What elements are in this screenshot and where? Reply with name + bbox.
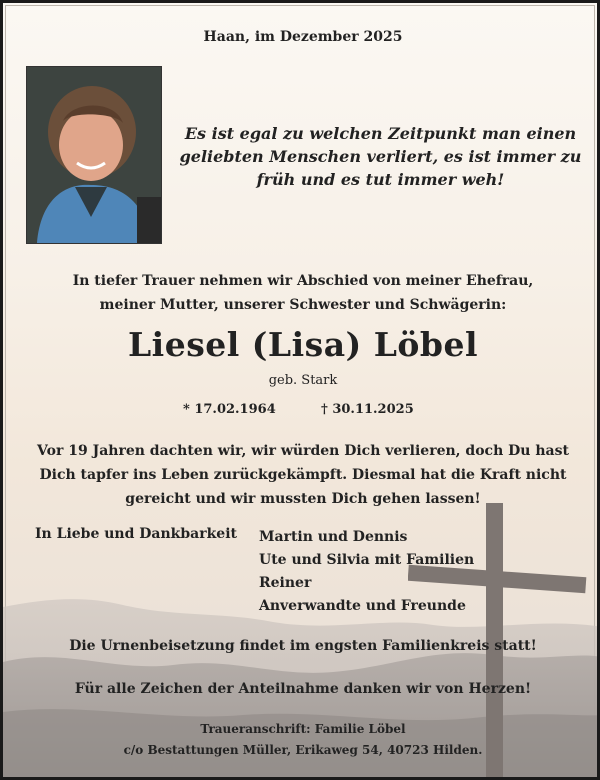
signature-label: In Liebe und Dankbarkeit — [35, 526, 237, 542]
address-line: c/o Bestattungen Müller, Erikaweg 54, 40723 Hilden. — [123, 743, 483, 757]
mourner: Anverwandte und Freunde — [259, 598, 466, 614]
quote-line: Es ist egal zu welchen Zeitpunkt man einen — [184, 124, 577, 143]
portrait-photo — [26, 66, 162, 244]
story-line: Dich tapfer ins Leben zurückgekämpft. Diesmal hat die Kraft nicht — [39, 467, 567, 483]
maiden-name: geb. Stark — [268, 373, 338, 388]
mourner: Ute und Silvia mit Familien — [259, 552, 475, 568]
intro-line: In tiefer Trauer nehmen wir Abschied von meiner Ehefrau, — [72, 273, 534, 289]
mourner: Martin und Dennis — [259, 529, 408, 545]
memorial-quote — [173, 122, 588, 191]
mourning-intro — [3, 269, 600, 317]
quote-line: geliebten Menschen verliert, es ist immer zu — [179, 147, 582, 166]
place-date: Haan, im Dezember 2025 — [203, 29, 403, 45]
birth-date: * 17.02.1964 — [183, 402, 276, 417]
mourners-list — [259, 526, 474, 618]
life-story — [23, 439, 583, 511]
story-line: Vor 19 Jahren dachten wir, wir würden Dich verlieren, doch Du hast — [37, 443, 569, 459]
thanks-notice: Für alle Zeichen der Anteilnahme danken wir von Herzen! — [74, 681, 532, 697]
urn-burial-notice: Die Urnenbeisetzung findet im engsten Familienkreis statt! — [69, 638, 537, 654]
address-line: Traueranschrift: Familie Löbel — [200, 722, 406, 736]
intro-line: meiner Mutter, unserer Schwester und Schwägerin: — [99, 297, 507, 313]
mourning-address — [3, 719, 600, 761]
death-date: † 30.11.2025 — [321, 402, 414, 417]
story-line: gereicht und wir mussten Dich gehen lassen! — [125, 491, 481, 507]
deceased-name: Liesel (Lisa) Löbel — [127, 325, 479, 364]
quote-line: früh und es tut immer weh! — [256, 170, 505, 189]
mourner: Reiner — [259, 575, 312, 591]
